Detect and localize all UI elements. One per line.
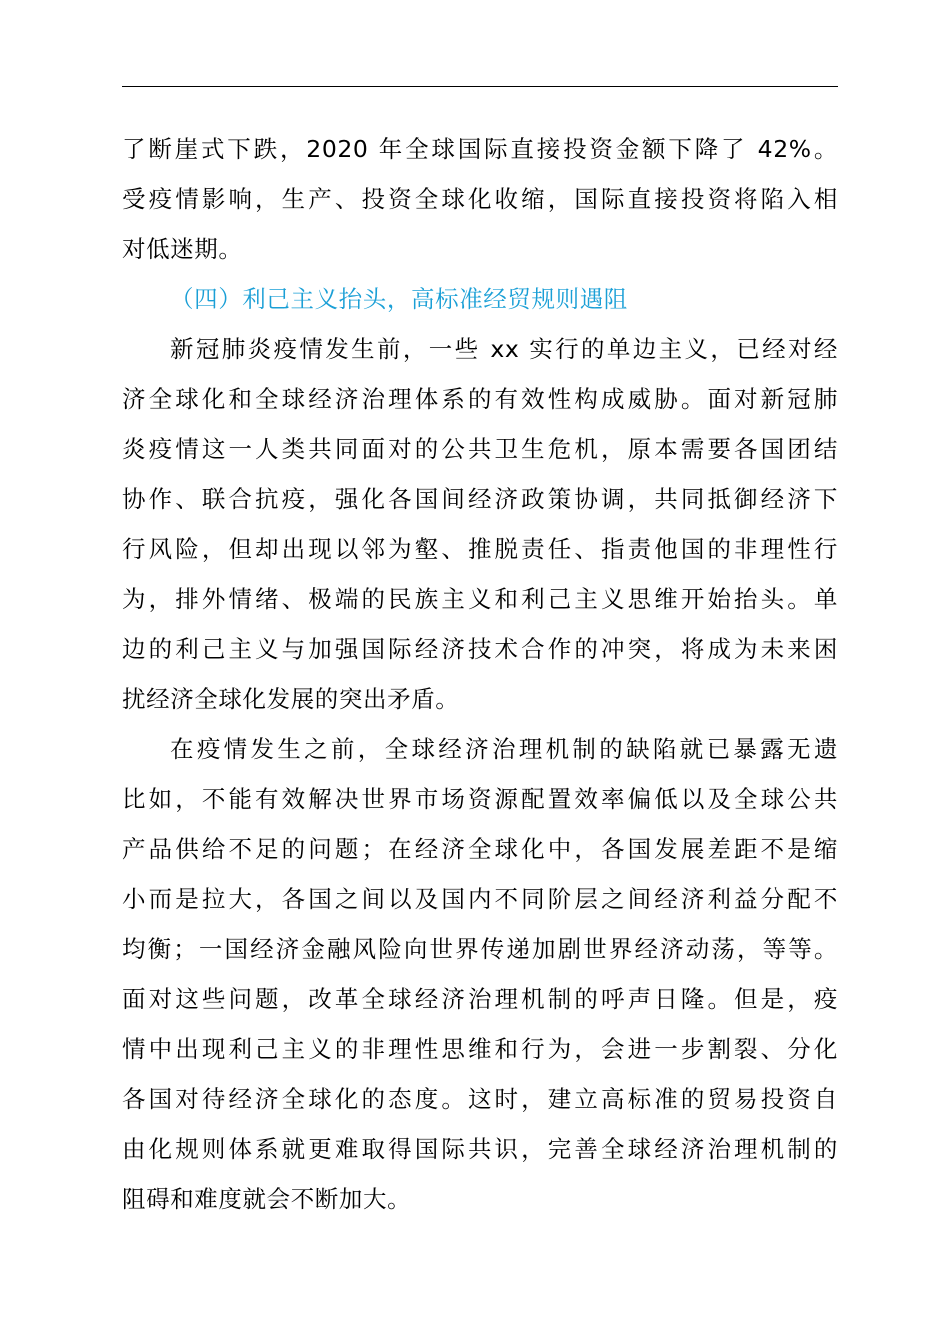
- paragraph-1: [122, 124, 838, 274]
- paragraph-line: 阻碍和难度就会不断加大。: [122, 1185, 412, 1213]
- header-rule: [122, 86, 838, 87]
- paragraph-line: 行风险，但却出现以邻为壑、推脱责任、指责他国的非理性行: [122, 535, 838, 563]
- paragraph-line: 受疫情影响，生产、投资全球化收缩，国际直接投资将陷入相: [122, 185, 838, 213]
- paragraph-2: [122, 324, 838, 724]
- paragraph-line: 了断崖式下跌，2020 年全球国际直接投资金额下降了 42%。: [122, 135, 838, 163]
- paragraph-line: 比如，不能有效解决世界市场资源配置效率偏低以及全球公共: [122, 785, 838, 813]
- paragraph-line: 对低迷期。: [122, 235, 243, 263]
- paragraph-line: 情中出现利己主义的非理性思维和行为，会进一步割裂、分化: [122, 1035, 838, 1063]
- paragraph-line: 为，排外情绪、极端的民族主义和利己主义思维开始抬头。单: [122, 585, 838, 613]
- paragraph-line: 产品供给不足的问题；在经济全球化中，各国发展差距不是缩: [122, 835, 838, 863]
- paragraph-line: 小而是拉大，各国之间以及国内不同阶层之间经济利益分配不: [122, 885, 838, 913]
- paragraph-line: 面对这些问题，改革全球经济治理机制的呼声日隆。但是，疫: [122, 985, 838, 1013]
- paragraph-line: 协作、联合抗疫，强化各国间经济政策协调，共同抵御经济下: [122, 485, 838, 513]
- paragraph-line: 济全球化和全球经济治理体系的有效性构成威胁。面对新冠肺: [122, 385, 838, 413]
- paragraph-line: 在疫情发生之前，全球经济治理机制的缺陷就已暴露无遗: [170, 735, 838, 763]
- paragraph-line: 各国对待经济全球化的态度。这时，建立高标准的贸易投资自: [122, 1085, 838, 1113]
- paragraph-line: 炎疫情这一人类共同面对的公共卫生危机，原本需要各国团结: [122, 435, 838, 463]
- paragraph-line: 扰经济全球化发展的突出矛盾。: [122, 685, 460, 713]
- paragraph-line: 由化规则体系就更难取得国际共识，完善全球经济治理机制的: [122, 1135, 838, 1163]
- section-heading: （四）利己主义抬头，高标准经贸规则遇阻: [170, 285, 628, 313]
- paragraph-3: [122, 724, 838, 1224]
- paragraph-line: 新冠肺炎疫情发生前，一些 xx 实行的单边主义，已经对经: [170, 335, 838, 363]
- document-body: [122, 124, 838, 1224]
- paragraph-line: 均衡；一国经济金融风险向世界传递加剧世界经济动荡，等等。: [122, 935, 838, 963]
- paragraph-line: 边的利己主义与加强国际经济技术合作的冲突，将成为未来困: [122, 635, 838, 663]
